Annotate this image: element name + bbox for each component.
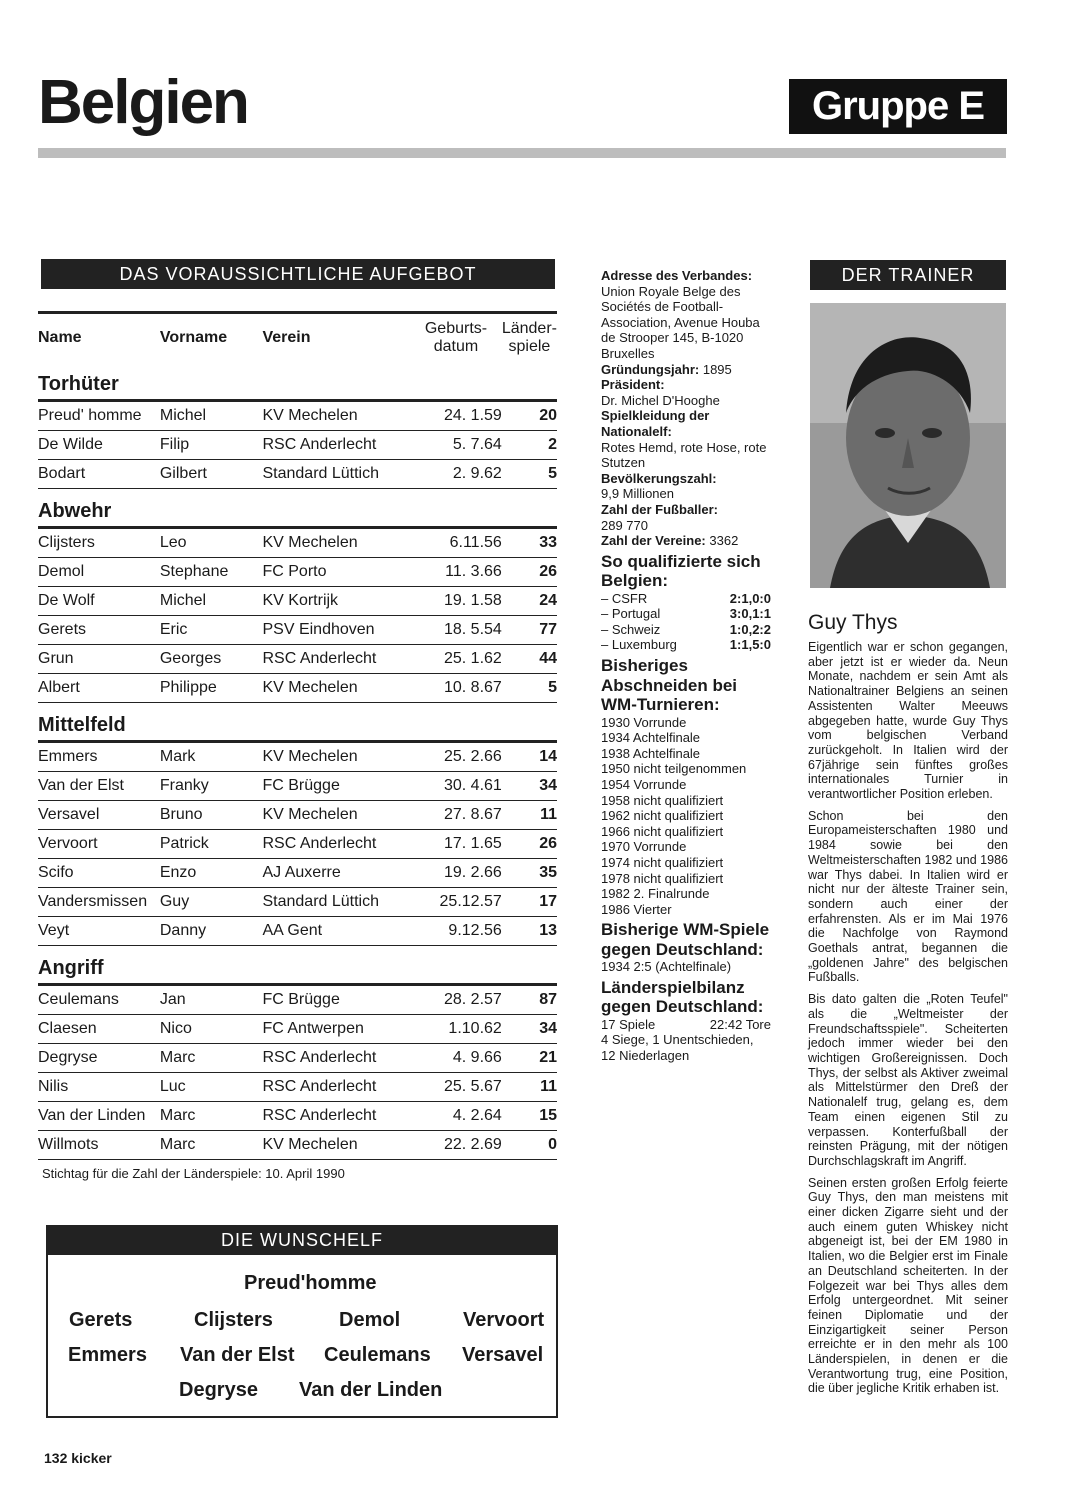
- player-caps: 26: [502, 558, 557, 587]
- wmd-value: 1934 2:5 (Achtelfinale): [601, 959, 732, 975]
- page-number: 132: [44, 1450, 68, 1466]
- player-verein: RSC Anderlecht: [262, 830, 410, 859]
- wunschelf-player: Preud'homme: [244, 1272, 377, 1294]
- player-verein: KV Mechelen: [262, 742, 410, 772]
- player-vorname: Marc: [160, 1102, 263, 1131]
- quali-team: – Luxemburg: [601, 637, 677, 653]
- table-row: [38, 1044, 557, 1073]
- wunschelf-player: Ceulemans: [324, 1344, 431, 1366]
- trainer-photo: [810, 303, 1006, 588]
- player-caps: 2: [502, 431, 557, 460]
- wm-result: nicht qualifiziert: [633, 870, 724, 886]
- info-label: Gründungsjahr:: [601, 361, 700, 377]
- player-caps: 14: [502, 742, 557, 772]
- wm-result: Achtelfinale: [632, 745, 701, 761]
- player-verein: KV Mechelen: [262, 401, 410, 431]
- col-name: Name: [38, 329, 82, 346]
- player-verein: KV Mechelen: [262, 1131, 410, 1160]
- wm-item: [601, 839, 771, 855]
- wm-item: [601, 746, 771, 762]
- player-birthdate: 25.12.57: [410, 888, 502, 917]
- player-name: De Wolf: [38, 587, 160, 616]
- table-row: [38, 558, 557, 587]
- bio-paragraph: Eigentlich war er schon gegangen, aber jetzt ist er wieder da. Neun Monate, nachdem er sein Amt als Nationaltrainer Belgiens an seinen Assistenten Walter Meeuws abgegeben hatte, wurde Guy Thys vom belgischen Verband zurückgeholt. In Italien wird der 67jährige sein fünftes großes internationales Turnier in verantwortlicher Position erleben.: [808, 640, 1008, 802]
- trainer-name: Guy Thys: [808, 611, 898, 634]
- player-verein: PSV Eindhoven: [262, 616, 410, 645]
- wm-result: nicht qualifiziert: [633, 823, 724, 839]
- info-label: Spielkleidung der Nationalelf:: [601, 408, 710, 439]
- squad-group-heading: Torhüter: [38, 362, 557, 401]
- wm-item: [601, 777, 771, 793]
- col-verein: Verein: [262, 329, 311, 346]
- wunschelf-header: DIE WUNSCHELF: [46, 1225, 558, 1255]
- squad-note: Stichtag für die Zahl der Länderspiele: 10. April 1990: [42, 1166, 345, 1181]
- table-row: [38, 772, 557, 801]
- wm-item: [601, 871, 771, 887]
- wunschelf-player: Emmers: [68, 1344, 147, 1366]
- quali-score: 1:0,2:2: [729, 621, 771, 637]
- table-row: [38, 431, 557, 460]
- player-caps: 11: [502, 801, 557, 830]
- bio-paragraph: Schon bei den Europameisterschaften 1980 und 1984 sowie bei den Weltmeisterschaften 1982 und 1986 war Thys dabei. In Italien wird er nicht nur der älteste Trainer sein, sondern auch einer der erfahrensten. Als er im Mai 1976 die Nachfolge von Raymond Goethals antrat, begannen die „goldenen Jahre" des belgischen Fußballs.: [808, 808, 1008, 985]
- wm-year: 1930: [601, 714, 630, 730]
- player-vorname: Jan: [160, 985, 263, 1015]
- player-verein: RSC Anderlecht: [262, 431, 410, 460]
- player-birthdate: 28. 2.57: [410, 985, 502, 1015]
- wunschelf-box: [46, 1225, 558, 1418]
- wm-year: 1982: [601, 886, 630, 902]
- table-row: [38, 888, 557, 917]
- player-vorname: Franky: [160, 772, 263, 801]
- player-vorname: Nico: [160, 1015, 263, 1044]
- wm-item: [601, 855, 771, 871]
- wunschelf-player: Versavel: [462, 1344, 544, 1366]
- info-label: Adresse des Verbandes:: [601, 268, 753, 283]
- player-vorname: Guy: [160, 888, 263, 917]
- association-info: [601, 268, 771, 1064]
- quali-list: [601, 591, 771, 653]
- info-label: Präsident:: [601, 377, 665, 393]
- wm-year: 1978: [601, 870, 630, 886]
- squad-table: [38, 311, 557, 1160]
- wunschelf-player: Van der Linden: [299, 1379, 443, 1401]
- player-birthdate: 25. 5.67: [410, 1073, 502, 1102]
- player-name: Nilis: [38, 1073, 160, 1102]
- info-value: 1895: [702, 361, 732, 377]
- player-birthdate: 17. 1.65: [410, 830, 502, 859]
- player-caps: 13: [502, 917, 557, 946]
- bio-paragraph: Bis dato galten die „Roten Teufel" als die „Weltmeister der Freundschaftsspiele". Scheiterten jedoch immer wieder bei den wichtigen Großereignissen. Doch Thys, der selbst als Aktiver zweimal als Mittelstürmer den Dreß der Nationalelf trug, gelang es, dem Team einen eigenen Stil zu verpassen. Konterfußball der reinsten Prägung, mit der nötigen Durchschlagskraft im Angriff.: [808, 992, 1008, 1168]
- player-caps: 21: [502, 1044, 557, 1073]
- wm-result: nicht qualifiziert: [633, 854, 724, 870]
- wm-item: [601, 824, 771, 840]
- info-value: 289 770: [601, 517, 648, 533]
- player-verein: Standard Lüttich: [262, 460, 410, 489]
- header-rule: [38, 148, 1006, 158]
- table-row: [38, 1015, 557, 1044]
- table-row: [38, 1073, 557, 1102]
- squad-group-heading: Angriff: [38, 946, 557, 985]
- player-name: Vandersmissen: [38, 888, 160, 917]
- group-badge: Gruppe E: [789, 79, 1007, 134]
- player-name: Willmots: [38, 1131, 160, 1160]
- wm-result: nicht teilgenommen: [633, 761, 747, 777]
- wm-year: 1938: [601, 745, 630, 761]
- player-verein: Standard Lüttich: [262, 888, 410, 917]
- table-row: [38, 401, 557, 431]
- wm-year: 1986: [601, 901, 630, 917]
- player-birthdate: 5. 7.64: [410, 431, 502, 460]
- player-vorname: Bruno: [160, 801, 263, 830]
- player-vorname: Michel: [160, 401, 263, 431]
- wunschelf-player: Clijsters: [194, 1309, 273, 1331]
- player-caps: 35: [502, 859, 557, 888]
- player-vorname: Marc: [160, 1044, 263, 1073]
- player-caps: 26: [502, 830, 557, 859]
- quali-score: 1:1,5:0: [729, 637, 771, 653]
- player-birthdate: 25. 1.62: [410, 645, 502, 674]
- table-row: [38, 801, 557, 830]
- player-name: Preud' homme: [38, 401, 160, 431]
- player-vorname: Michel: [160, 587, 263, 616]
- player-birthdate: 4. 2.64: [410, 1102, 502, 1131]
- player-birthdate: 30. 4.61: [410, 772, 502, 801]
- player-birthdate: 19. 2.66: [410, 859, 502, 888]
- table-row: [38, 528, 557, 558]
- wm-item: [601, 886, 771, 902]
- table-row: [38, 674, 557, 703]
- wm-year: 1934: [601, 730, 630, 746]
- quali-item: [601, 622, 771, 638]
- col-geburtsdatum: Geburts- datum: [424, 320, 488, 355]
- quali-item: [601, 637, 771, 653]
- wm-result: Vorrunde: [633, 776, 687, 792]
- player-name: Demol: [38, 558, 160, 587]
- bilanz-spiele: 17 Spiele: [601, 1016, 656, 1032]
- page-title: Belgien: [38, 68, 248, 137]
- player-caps: 5: [502, 674, 557, 703]
- player-name: Bodart: [38, 460, 160, 489]
- player-birthdate: 25. 2.66: [410, 742, 502, 772]
- col-laenderspiele: Länder- spiele: [501, 320, 557, 355]
- player-vorname: Marc: [160, 1131, 263, 1160]
- wm-year: 1950: [601, 761, 630, 777]
- wm-result: Vorrunde: [633, 839, 687, 855]
- wm-item: [601, 730, 771, 746]
- table-row: [38, 1131, 557, 1160]
- player-vorname: Gilbert: [160, 460, 263, 489]
- player-birthdate: 27. 8.67: [410, 801, 502, 830]
- wunschelf-player: Degryse: [179, 1379, 258, 1401]
- info-label: Bevölkerungszahl:: [601, 470, 717, 486]
- player-birthdate: 10. 8.67: [410, 674, 502, 703]
- player-name: Grun: [38, 645, 160, 674]
- player-caps: 0: [502, 1131, 557, 1160]
- player-name: Clijsters: [38, 528, 160, 558]
- player-verein: RSC Anderlecht: [262, 645, 410, 674]
- squad-header: DAS VORAUSSICHTLICHE AUFGEBOT: [41, 259, 555, 289]
- player-verein: FC Brügge: [262, 985, 410, 1015]
- quali-heading: So qualifizierte sich Belgien:: [601, 551, 761, 591]
- player-verein: FC Porto: [262, 558, 410, 587]
- player-name: De Wilde: [38, 431, 160, 460]
- wm-item: [601, 902, 771, 918]
- table-row: [38, 1102, 557, 1131]
- wm-result: Achtelfinale: [632, 730, 701, 746]
- player-vorname: Patrick: [160, 830, 263, 859]
- player-vorname: Filip: [160, 431, 263, 460]
- player-birthdate: 24. 1.59: [410, 401, 502, 431]
- player-verein: RSC Anderlecht: [262, 1044, 410, 1073]
- table-row: [38, 917, 557, 946]
- player-caps: 33: [502, 528, 557, 558]
- wunschelf-player: Demol: [339, 1309, 401, 1331]
- player-name: Van der Elst: [38, 772, 160, 801]
- wm-year: 1966: [601, 823, 630, 839]
- player-name: Degryse: [38, 1044, 160, 1073]
- player-vorname: Philippe: [160, 674, 263, 703]
- player-name: Emmers: [38, 742, 160, 772]
- player-name: Van der Linden: [38, 1102, 160, 1131]
- wm-item: [601, 808, 771, 824]
- wm-year: 1970: [601, 839, 630, 855]
- wm-year: 1962: [601, 808, 630, 824]
- info-value: 9,9 Millionen: [601, 486, 674, 502]
- player-vorname: Mark: [160, 742, 263, 772]
- wm-result: Vorrunde: [633, 714, 687, 730]
- wm-list: [601, 715, 771, 918]
- player-birthdate: 6.11.56: [410, 528, 502, 558]
- trainer-header: DER TRAINER: [810, 260, 1006, 290]
- player-verein: KV Mechelen: [262, 528, 410, 558]
- wm-item: [601, 761, 771, 777]
- wunschelf-player: Vervoort: [463, 1309, 545, 1331]
- wm-result: nicht qualifiziert: [633, 792, 724, 808]
- player-caps: 11: [502, 1073, 557, 1102]
- player-birthdate: 18. 5.54: [410, 616, 502, 645]
- player-birthdate: 11. 3.66: [410, 558, 502, 587]
- magazine-brand: kicker: [71, 1450, 112, 1466]
- player-caps: 5: [502, 460, 557, 489]
- player-vorname: Stephane: [160, 558, 263, 587]
- squad-group-heading: Mittelfeld: [38, 703, 557, 742]
- info-value: Dr. Michel D'Hooghe: [601, 392, 720, 408]
- wm-year: 1954: [601, 776, 630, 792]
- table-row: [38, 830, 557, 859]
- wm-year: 1958: [601, 792, 630, 808]
- wm-result: Vierter: [633, 901, 672, 917]
- player-verein: KV Mechelen: [262, 674, 410, 703]
- player-vorname: Luc: [160, 1073, 263, 1102]
- info-value: 3362: [709, 533, 739, 549]
- player-verein: AJ Auxerre: [262, 859, 410, 888]
- bilanz-tore: 22:42 Tore: [709, 1016, 771, 1032]
- player-birthdate: 19. 1.58: [410, 587, 502, 616]
- wm-heading: Bisheriges Abschneiden bei WM-Turnieren:: [601, 656, 738, 715]
- quali-team: – Portugal: [601, 606, 661, 622]
- player-caps: 24: [502, 587, 557, 616]
- quali-team: – Schweiz: [601, 621, 661, 637]
- wunschelf-player: Gerets: [69, 1309, 133, 1331]
- table-row: [38, 859, 557, 888]
- player-caps: 20: [502, 401, 557, 431]
- wm-item: [601, 793, 771, 809]
- wm-year: 1974: [601, 854, 630, 870]
- info-label: Zahl der Vereine:: [601, 533, 706, 549]
- player-verein: AA Gent: [262, 917, 410, 946]
- table-row: [38, 742, 557, 772]
- player-name: Veyt: [38, 917, 160, 946]
- player-caps: 15: [502, 1102, 557, 1131]
- quali-team: – CSFR: [601, 590, 648, 606]
- bio-paragraph: Seinen ersten großen Erfolg feierte Guy Thys, den man meistens mit einer dicken Zigarre sieht und der auch einem guten Whiskey nicht abgeneigt ist, bei der EM 1980 in Italien, wo die Belgier erst im Finale an Deutschland scheiterten. In der Folgezeit war bei Thys alles dem Erfolg untergeordnet. Mit seiner feinen Diplomatie und der Einzigartigkeit seiner Person erreichte er in den mehr als 100 Länderspielen, in denen er die Verantwortung trug, eine Position, die über jegliche Kritik erhaben ist.: [808, 1175, 1008, 1396]
- player-birthdate: 1.10.62: [410, 1015, 502, 1044]
- table-row: [38, 645, 557, 674]
- page-footer: [44, 1450, 112, 1466]
- bilanz-heading: Länderspielbilanz gegen Deutschland:: [601, 977, 764, 1017]
- info-label: Zahl der Fußballer:: [601, 501, 719, 517]
- player-caps: 87: [502, 985, 557, 1015]
- quali-score: 3:0,1:1: [729, 606, 771, 622]
- squad-group-heading: Abwehr: [38, 489, 557, 528]
- player-verein: RSC Anderlecht: [262, 1073, 410, 1102]
- player-name: Claesen: [38, 1015, 160, 1044]
- player-verein: RSC Anderlecht: [262, 1102, 410, 1131]
- wm-result: nicht qualifiziert: [633, 808, 724, 824]
- player-caps: 17: [502, 888, 557, 917]
- player-vorname: Eric: [160, 616, 263, 645]
- player-vorname: Danny: [160, 917, 263, 946]
- player-birthdate: 2. 9.62: [410, 460, 502, 489]
- player-birthdate: 9.12.56: [410, 917, 502, 946]
- player-vorname: Enzo: [160, 859, 263, 888]
- info-value: Union Royale Belge des Sociétés de Football-Association, Avenue Houba de Strooper 145, B-1020 Bruxelles: [601, 283, 760, 361]
- info-value: Rotes Hemd, rote Hose, rote Stutzen: [601, 439, 767, 471]
- quali-score: 2:1,0:0: [729, 590, 771, 606]
- wm-item: [601, 715, 771, 731]
- player-vorname: Georges: [160, 645, 263, 674]
- player-birthdate: 22. 2.69: [410, 1131, 502, 1160]
- player-verein: KV Mechelen: [262, 801, 410, 830]
- player-name: Scifo: [38, 859, 160, 888]
- quali-item: [601, 606, 771, 622]
- player-vorname: Leo: [160, 528, 263, 558]
- wmd-heading: Bisherige WM-Spiele gegen Deutschland:: [601, 920, 770, 959]
- table-row: [38, 616, 557, 645]
- player-birthdate: 4. 9.66: [410, 1044, 502, 1073]
- player-caps: 34: [502, 1015, 557, 1044]
- player-verein: FC Antwerpen: [262, 1015, 410, 1044]
- table-row: [38, 985, 557, 1015]
- player-name: Albert: [38, 674, 160, 703]
- player-name: Ceulemans: [38, 985, 160, 1015]
- col-vorname: Vorname: [159, 329, 228, 346]
- quali-item: [601, 591, 771, 607]
- bilanz-detail: 4 Siege, 1 Unentschieden, 12 Niederlagen: [601, 1032, 754, 1064]
- wunschelf-player: Van der Elst: [180, 1344, 295, 1366]
- player-caps: 77: [502, 616, 557, 645]
- player-name: Vervoort: [38, 830, 160, 859]
- table-row: [38, 460, 557, 489]
- player-caps: 44: [502, 645, 557, 674]
- player-verein: FC Brügge: [262, 772, 410, 801]
- player-name: Versavel: [38, 801, 160, 830]
- table-row: [38, 587, 557, 616]
- trainer-bio: [808, 640, 1008, 1403]
- player-caps: 34: [502, 772, 557, 801]
- player-verein: KV Kortrijk: [262, 587, 410, 616]
- trainer-portrait-image: [810, 303, 1006, 588]
- wm-result: 2. Finalrunde: [633, 886, 710, 902]
- player-name: Gerets: [38, 616, 160, 645]
